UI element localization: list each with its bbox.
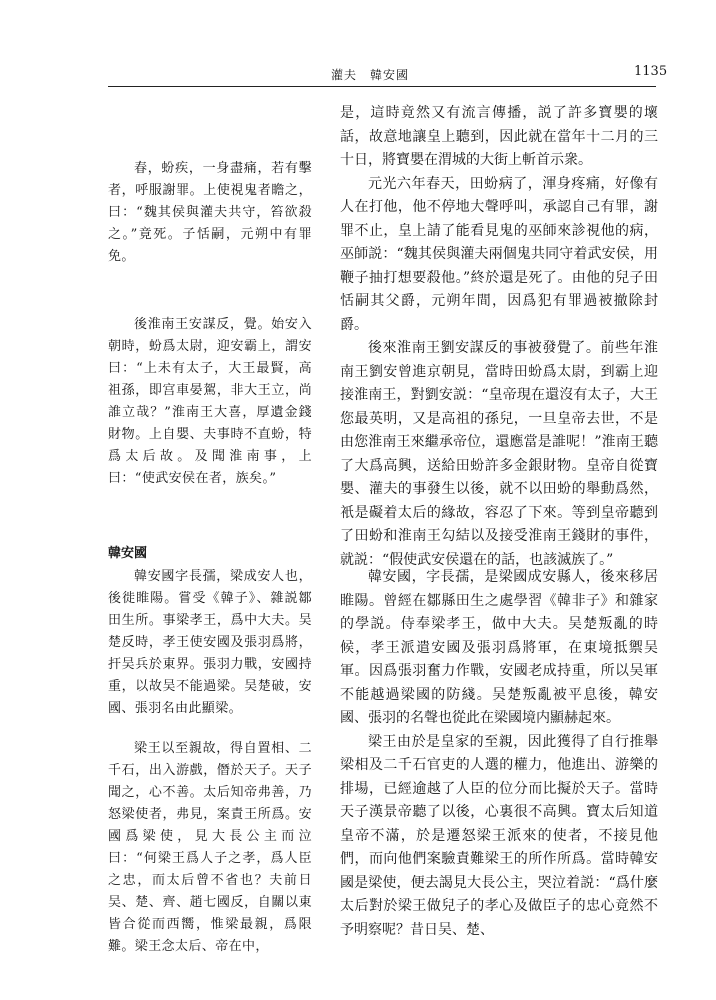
original-paragraph: 梁王以至親故，得自置相、二千石，出入游戲，僭於天子。天子聞之，心不善。太后知帝弗善，乃怒梁使者，弗見，案責王所爲。安國爲梁使，見大長公主而泣曰：“何梁王爲人子之孝，爲人臣之忠，而太后曾不省也？夫前日吴、楚、齊、趙七國反，自關以東皆合從而西嚮，惟梁最親，爲限難。梁王念太后、帝在中， <box>108 741 312 954</box>
original-text-block-4 <box>108 738 312 958</box>
original-text-block-3 <box>108 566 312 720</box>
original-text-block-1 <box>108 158 312 268</box>
header-rule <box>108 86 656 87</box>
translation-paragraph: 韓安國，字長孺，是梁國成安縣人，後來移居睢陽。曾經在鄒縣田生之處學習《韓非子》和雜家的學説。侍奉梁孝王，做中大夫。吴楚叛亂的時候，孝王派遣安國及張羽爲將軍，在東境抵禦吴軍。因爲張羽奮力作戰，安國老成持重，所以吴軍不能越過梁國的防綫。吴楚叛亂被平息後，韓安國、張羽的名聲也從此在梁國境内顯赫起來。 <box>340 569 658 726</box>
page-number: 1135 <box>634 64 668 79</box>
original-paragraph: 春，蚡疾，一身盡痛，若有擊者，呼服謝罪。上使視鬼者瞻之，曰：“魏其侯與灌夫共守，笞欲殺之。”竟死。子恬嗣，元朔中有罪免。 <box>108 161 312 264</box>
translation-paragraph: 梁王由於是皇家的至親，因此獲得了自行推舉梁相及二千石官吏的人選的權力，他進出、游樂的排場，已經逾越了人臣的位分而比擬於天子。當時天子漢景帝聽了以後，心裏很不高興。寶太后知道皇帝不滿，於是遷怒梁王派來的使者，不接見他們，而向他們案驗責難梁王的所作所爲。當時韓安國是梁使，便去謁見大長公主，哭泣着説：“爲什麼太后對於梁王做兒子的孝心及做臣子的忠心竟然不予明察呢？昔日吴、楚、 <box>340 733 658 938</box>
original-paragraph: 後淮南王安謀反，覺。始安入朝時，蚡爲太尉，迎安霸上，謂安曰：“上未有太子，大王最賢，高祖孫，即宫車晏駕，非大王立，尚誰立哉？”淮南王大喜，厚遺金錢財物。上自嬰、夫事時不直蚡，特爲太后故。及聞淮南事，上曰：“使武安侯在者，族矣。” <box>108 317 312 486</box>
translation-paragraph: 後來淮南王劉安謀反的事被發覺了。前些年淮南王劉安曾進京朝見，當時田蚡爲太尉，到霸上迎接淮南王，對劉安説：“皇帝現在還沒有太子，大王您最英明，又是高祖的孫兒，一旦皇帝去世，不是由您淮南王來繼承帝位，還應當是誰呢！”淮南王聽了大爲高興，送給田蚡許多金銀財物。皇帝自從寶嬰、灌夫的事發生以後，就不以田蚡的舉動爲然，衹是礙着太后的緣故，容忍了下來。等到皇帝聽到了田蚡和淮南王勾結以及接受淮南王錢財的事件，就説：“假使武安侯還在的話，也該滅族了。” <box>340 340 658 568</box>
section-title: 韓安國 <box>108 546 148 561</box>
translation-paragraph: 元光六年春天，田蚡病了，渾身疼痛，好像有人在打他，他不停地大聲呼叫，承認自己有罪，謝罪不止，皇上請了能看見鬼的巫師來診視他的病，巫師説：“魏其侯與灌夫兩個鬼共同守着武安侯，用鞭子抽打想要殺他。”終於還是死了。由他的兒子田恬嗣其父爵，元朔年間，因爲犯有罪過被撤除封爵。 <box>340 175 658 333</box>
running-title: 灌夫 韓安國 <box>330 68 409 82</box>
translation-block-1 <box>340 102 658 572</box>
original-paragraph: 韓安國字長孺，梁成安人也，後徙睢陽。嘗受《韓子》、雜説鄒田生所。事梁孝王，爲中大夫。吴楚反時，孝王使安國及張羽爲將，扞吴兵於東界。張羽力戰，安國持重，以故吴不能過梁。吴楚破，安國、張羽名由此顯梁。 <box>108 569 312 716</box>
translation-block-2 <box>340 566 658 942</box>
translation-paragraph: 是，這時竟然又有流言傳播，説了許多寶嬰的壞話，故意地讓皇上聽到，因此就在當年十二月的三十日，將寶嬰在渭城的大街上斬首示衆。 <box>340 105 658 168</box>
original-text-block-2 <box>108 314 312 490</box>
